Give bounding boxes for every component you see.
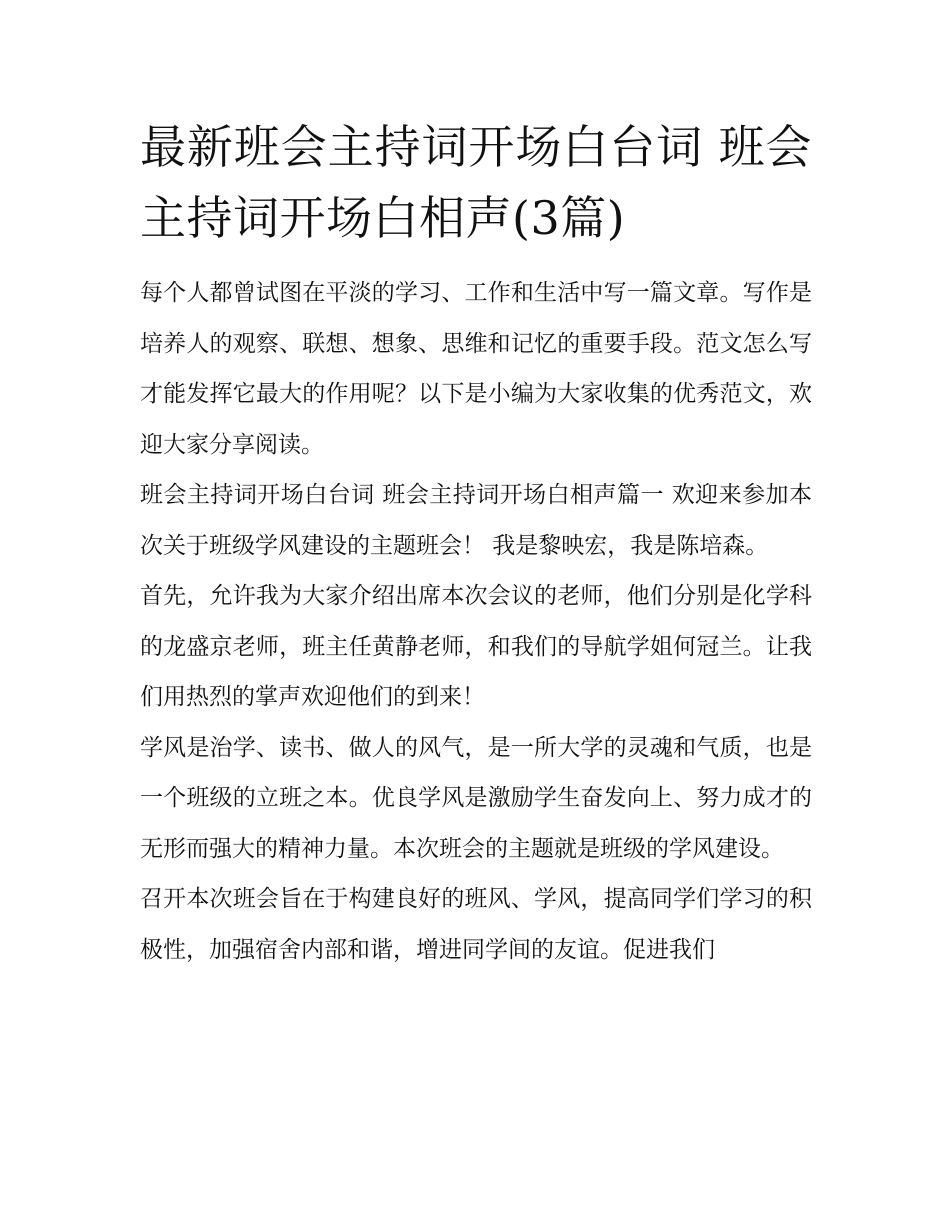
- paragraph-study-style: 学风是治学、读书、做人的风气，是一所大学的灵魂和气质，也是一个班级的立班之本。优良学风是激励学生奋发向上、努力成才的无形而强大的精神力量。本次班会的主题就是班级的学风建设。: [140, 734, 812, 862]
- paragraph-teachers: 首先，允许我为大家介绍出席本次会议的老师，他们分别是化学科的龙盛京老师，班主任黄静老师，和我们的导航学姐何冠兰。让我们用热烈的掌声欢迎他们的到来！: [140, 583, 812, 710]
- document-page: [140, 112, 812, 975]
- paragraph-purpose: 召开本次班会旨在于构建良好的班风、学风，提高同学们学习的积极性，加强宿舍内部和谐，增进同学间的友谊。促进我们: [140, 886, 812, 963]
- paragraph-opening: 班会主持词开场白台词 班会主持词开场白相声篇一 欢迎来参加本次关于班级学风建设的主题班会！ 我是黎映宏，我是陈培森。: [140, 482, 812, 559]
- document-title: 最新班会主持词开场白台词 班会主持词开场白相声(3篇): [140, 120, 812, 245]
- paragraph-intro: 每个人都曾试图在平淡的学习、工作和生活中写一篇文章。写作是培养人的观察、联想、想象、思维和记忆的重要手段。范文怎么写才能发挥它最大的作用呢？以下是小编为大家收集的优秀范文，欢迎大家分享阅读。: [140, 280, 812, 458]
